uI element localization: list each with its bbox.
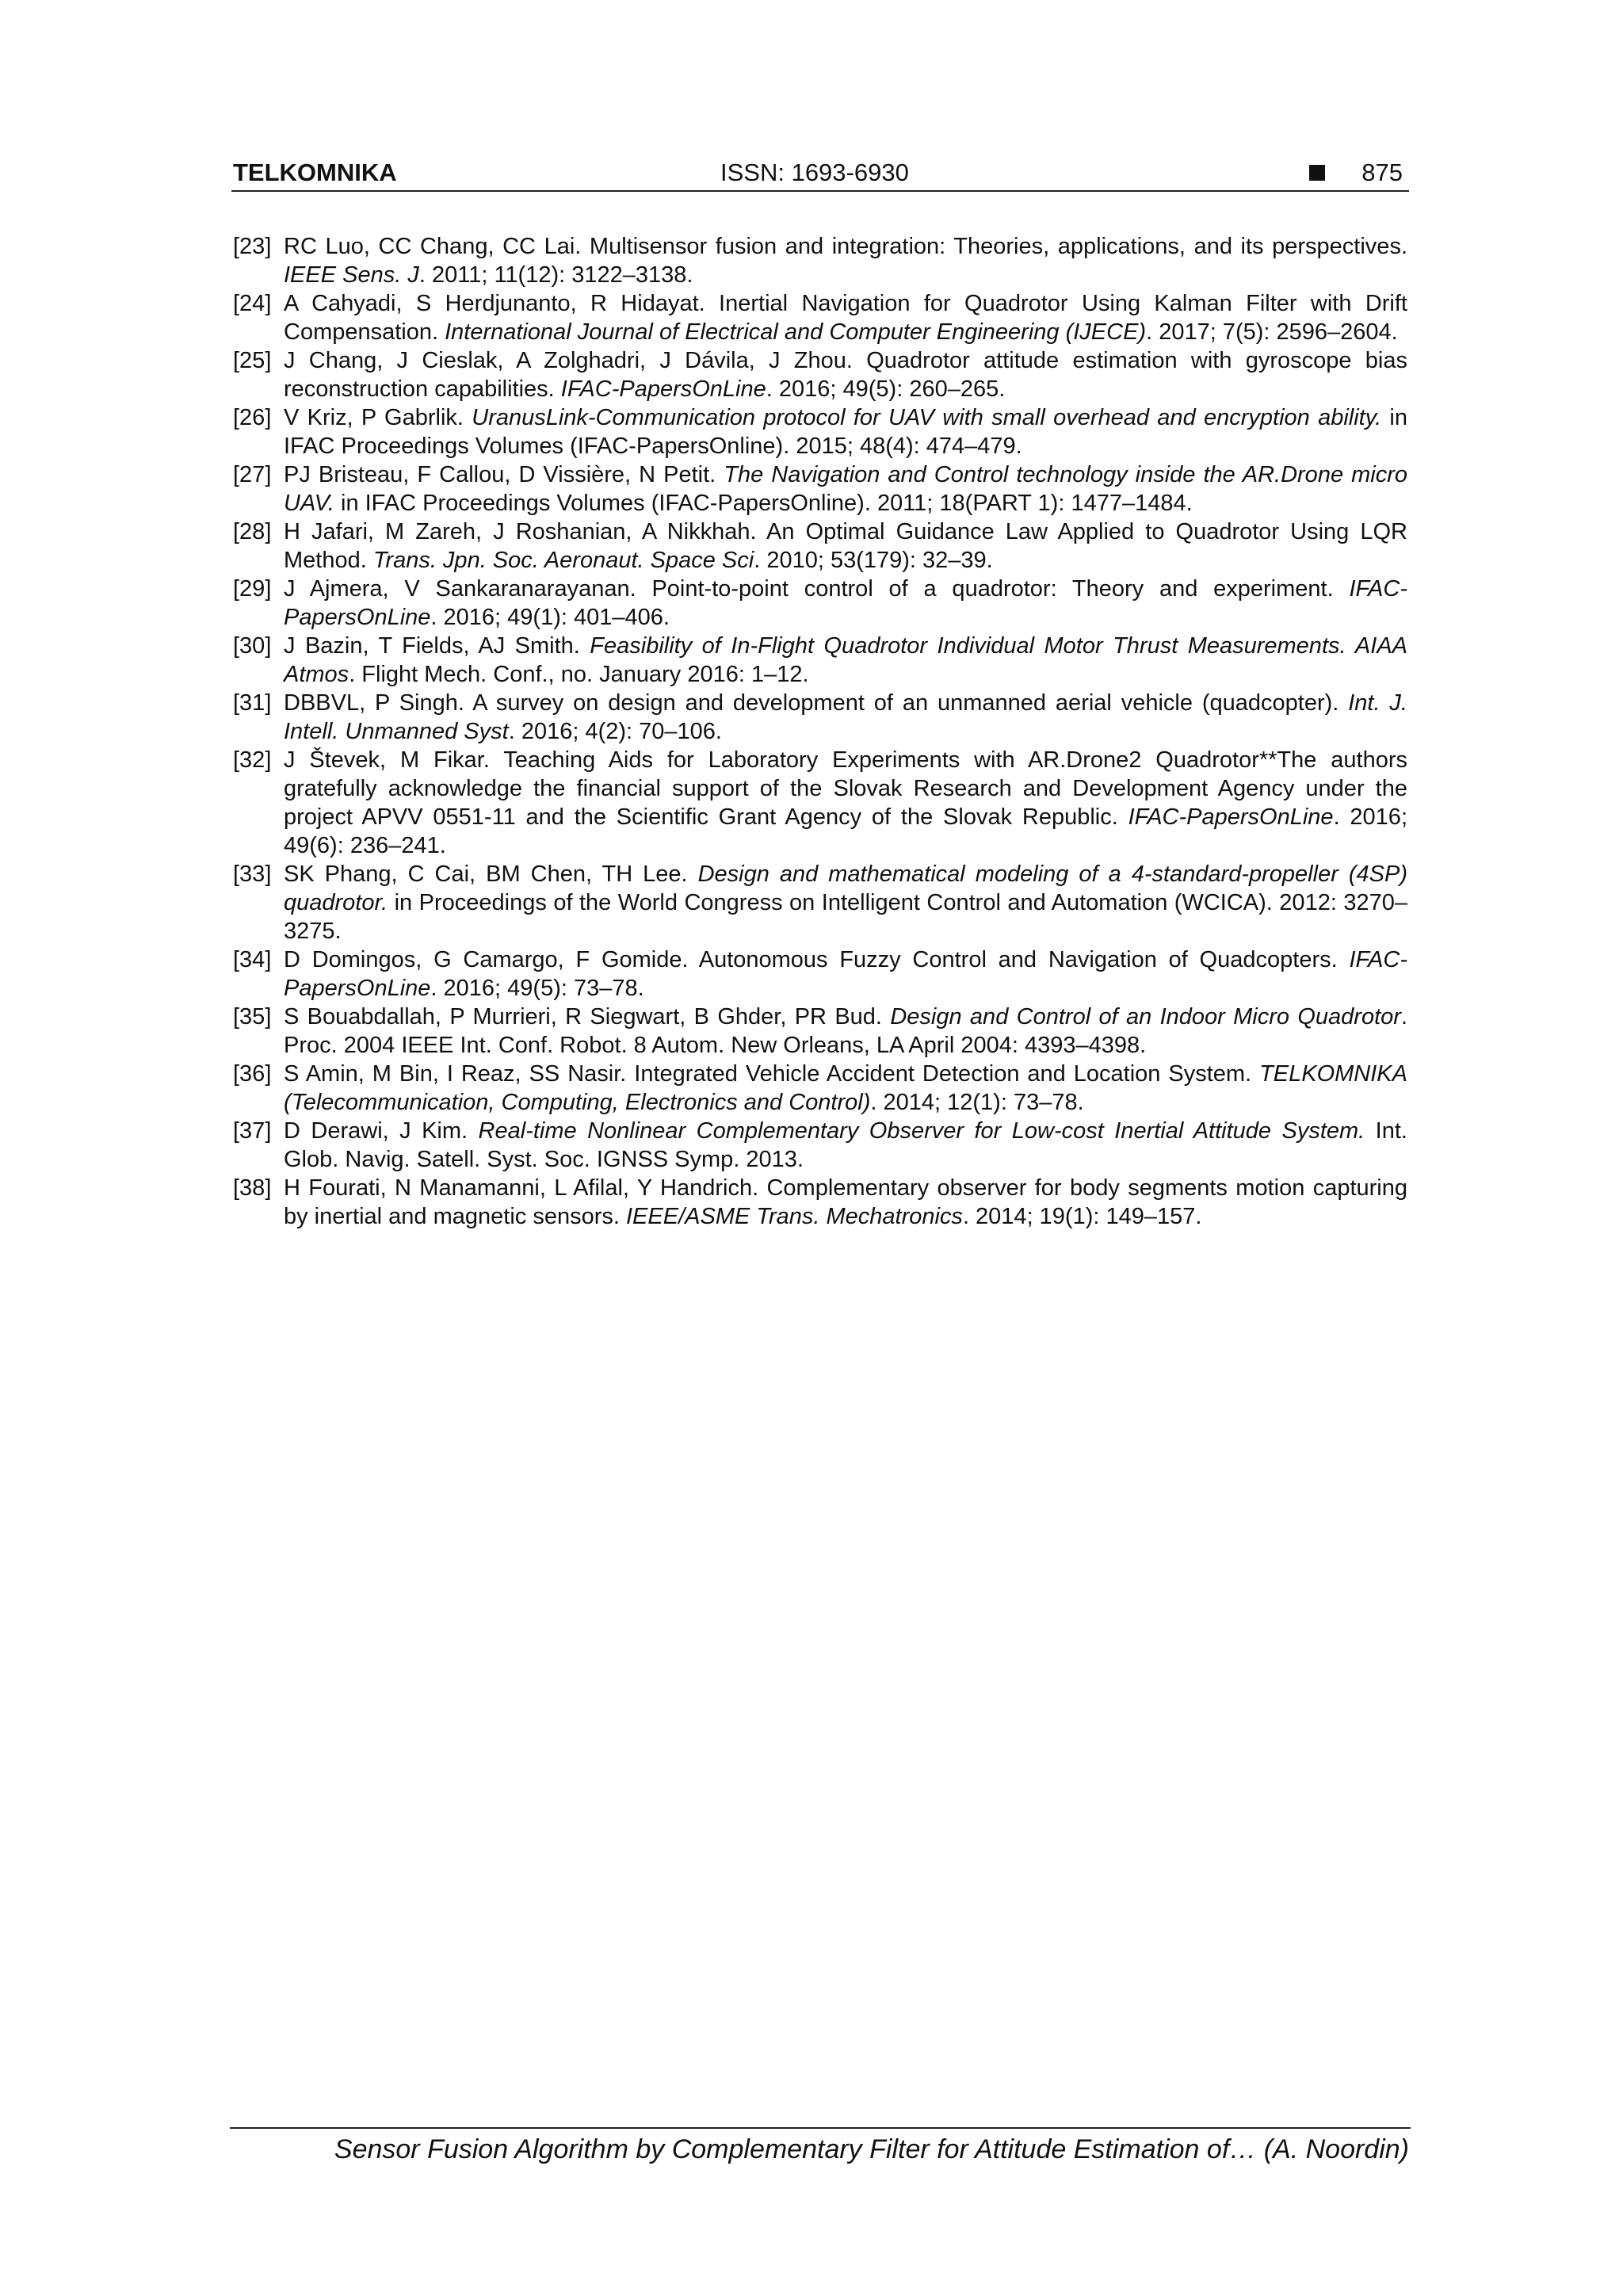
journal-name: TELKOMNIKA (233, 159, 397, 186)
reference-text-segment: . 2016; 49(5): 73–78. (430, 976, 644, 1001)
reference-text-segment: D Derawi, J Kim. (284, 1118, 479, 1144)
reference-source-italic: International Journal of Electrical and Computer Engineering (IJECE) (445, 319, 1147, 345)
reference-text (284, 1003, 1407, 1060)
reference-item (233, 860, 1407, 946)
reference-item (233, 1174, 1407, 1231)
reference-number: [26] (233, 405, 272, 430)
reference-source-italic: Feasibility of In-Flight Quadrotor Individual Motor Thrust Measurements. AIAA Atmos (284, 633, 1408, 687)
running-title: Sensor Fusion Algorithm by Complementary Filter for Attitude Estimation of… (A. Noordin) (334, 2134, 1409, 2164)
reference-number: [31] (233, 690, 272, 716)
reference-text (284, 946, 1407, 1003)
reference-source-italic: TELKOMNIKA (Telecommunication, Computing, Electronics and Control) (284, 1061, 1407, 1115)
reference-number: [35] (233, 1004, 272, 1030)
footer-divider (230, 2127, 1411, 2129)
reference-text-segment: J Števek, M Fikar. Teaching Aids for Laboratory Experiments with AR.Drone2 Quadrotor**The authors gratefully acknowledge the financial support of the Slovak Research and Development Agency under the project APVV 0551-11 and the Scientific Grant Agency of the Slovak Republic. (284, 747, 1407, 830)
reference-text-segment: S Bouabdallah, P Murrieri, R Siegwart, B Ghder, PR Bud. (284, 1004, 891, 1030)
reference-number: [38] (233, 1175, 272, 1201)
reference-list (233, 232, 1407, 1231)
reference-text-segment: . 2014; 12(1): 73–78. (870, 1090, 1084, 1115)
reference-text-segment: J Bazin, T Fields, AJ Smith. (284, 633, 590, 659)
reference-item (233, 632, 1407, 689)
reference-text (284, 460, 1407, 518)
reference-text-segment: RC Luo, CC Chang, CC Lai. Multisensor fusion and integration: Theories, applications, and its perspectives. (284, 234, 1407, 259)
reference-number: [27] (233, 462, 272, 487)
issn-number: ISSN: 1693-6930 (720, 159, 909, 186)
reference-text (284, 746, 1407, 860)
reference-item (233, 518, 1407, 575)
reference-text-segment: J Ajmera, V Sankaranarayanan. Point-to-point control of a quadrotor: Theory and experiment. (284, 576, 1350, 602)
reference-text (284, 518, 1407, 575)
reference-number: [33] (233, 861, 272, 887)
reference-number: [32] (233, 747, 272, 773)
reference-source-italic: IFAC-PapersOnLine (284, 576, 1407, 630)
reference-source-italic: IEEE/ASME Trans. Mechatronics (626, 1204, 963, 1229)
reference-source-italic: Trans. Jpn. Soc. Aeronaut. Space Sci (372, 548, 754, 573)
reference-text-segment: Int. Glob. Navig. Satell. Syst. Soc. IGNSS Symp. 2013. (284, 1118, 1407, 1172)
reference-text-segment: J Chang, J Cieslak, A Zolghadri, J Dávila, J Zhou. Quadrotor attitude estimation with gyroscope bias reconstruction capabilities. (284, 348, 1407, 402)
reference-number: [37] (233, 1118, 272, 1144)
reference-number: [34] (233, 947, 272, 972)
reference-item (233, 575, 1407, 632)
reference-number: [36] (233, 1061, 272, 1087)
reference-source-italic: Real-time Nonlinear Complementary Observer for Low-cost Inertial Attitude System. (478, 1118, 1365, 1144)
reference-text-segment: . Proc. 2004 IEEE Int. Conf. Robot. 8 Autom. New Orleans, LA April 2004: 4393–4398. (284, 1004, 1408, 1058)
reference-number: [29] (233, 576, 272, 602)
reference-text (284, 1117, 1407, 1174)
reference-source-italic: Int. J. Intell. Unmanned Syst (284, 690, 1407, 744)
reference-text-segment: in IFAC Proceedings Volumes (IFAC-PapersOnline). 2015; 48(4): 474–479. (284, 405, 1407, 459)
reference-text (284, 689, 1407, 746)
page-header (231, 155, 1409, 192)
reference-text-segment: . 2016; 49(5): 260–265. (766, 376, 1006, 402)
reference-text-segment: H Fourati, N Manamanni, L Afilal, Y Handrich. Complementary observer for body segments motion capturing by inertial and magnetic sensors. (284, 1175, 1407, 1229)
reference-text-segment: . 2016; 49(1): 401–406. (430, 605, 670, 630)
reference-text-segment: . 2011; 11(12): 3122–3138. (418, 262, 693, 288)
reference-source-italic: IFAC-PapersOnLine (284, 947, 1407, 1001)
reference-text-segment: . 2016; 4(2): 70–106. (508, 719, 722, 744)
reference-text (284, 1060, 1407, 1117)
reference-text-segment: V Kriz, P Gabrlik. (284, 405, 472, 430)
reference-number: [28] (233, 519, 272, 544)
reference-text (284, 403, 1407, 460)
reference-item (233, 746, 1407, 860)
reference-source-italic: IFAC-PapersOnLine (560, 376, 766, 402)
reference-source-italic: IEEE Sens. J (284, 262, 419, 288)
reference-item (233, 1003, 1407, 1060)
reference-text (284, 346, 1407, 403)
reference-text (284, 575, 1407, 632)
reference-number: [25] (233, 348, 272, 373)
reference-item (233, 232, 1407, 289)
reference-number: [23] (233, 234, 272, 259)
reference-text-segment: . 2014; 19(1): 149–157. (962, 1204, 1202, 1229)
reference-text-segment: A Cahyadi, S Herdjunanto, R Hidayat. Inertial Navigation for Quadrotor Using Kalman Filter with Drift Compensation. (284, 291, 1407, 345)
reference-text (284, 232, 1407, 289)
reference-item (233, 289, 1407, 346)
reference-text-segment: DBBVL, P Singh. A survey on design and development of an unmanned aerial vehicle (quadcopter). (284, 690, 1349, 716)
reference-item (233, 346, 1407, 403)
reference-text-segment: . 2016; 49(6): 236–241. (284, 804, 1407, 858)
reference-source-italic: UranusLink-Communication protocol for UAV with small overhead and encryption ability. (472, 405, 1382, 430)
reference-text-segment: . Flight Mech. Conf., no. January 2016: 1–12. (349, 662, 809, 687)
reference-item (233, 460, 1407, 518)
reference-text (284, 632, 1407, 689)
reference-item (233, 689, 1407, 746)
reference-source-italic: The Navigation and Control technology inside the AR.Drone micro UAV. (284, 462, 1407, 516)
reference-text-segment: in IFAC Proceedings Volumes (IFAC-PapersOnline). 2011; 18(PART 1): 1477–1484. (334, 491, 1193, 516)
reference-source-italic: Design and Control of an Indoor Micro Quadrotor (890, 1004, 1401, 1030)
page-number: 875 (1361, 159, 1403, 186)
reference-text-segment: H Jafari, M Zareh, J Roshanian, A Nikkhah. An Optimal Guidance Law Applied to Quadrotor Using LQR Method. (284, 519, 1407, 573)
reference-source-italic: IFAC-PapersOnLine (1128, 804, 1334, 830)
reference-text-segment: . 2017; 7(5): 2596–2604. (1146, 319, 1398, 345)
reference-item (233, 1117, 1407, 1174)
square-bullet-icon (1309, 165, 1325, 181)
reference-text (284, 860, 1407, 946)
reference-source-italic: Design and mathematical modeling of a 4-standard-propeller (4SP) quadrotor. (284, 861, 1407, 915)
reference-number: [30] (233, 633, 272, 659)
reference-text (284, 1174, 1407, 1231)
reference-text-segment: PJ Bristeau, F Callou, D Vissière, N Petit. (284, 462, 724, 487)
reference-item (233, 403, 1407, 460)
reference-number: [24] (233, 291, 272, 316)
reference-text-segment: D Domingos, G Camargo, F Gomide. Autonomous Fuzzy Control and Navigation of Quadcopters. (284, 947, 1350, 972)
reference-text-segment: SK Phang, C Cai, BM Chen, TH Lee. (284, 861, 698, 887)
reference-text-segment: S Amin, M Bin, I Reaz, SS Nasir. Integrated Vehicle Accident Detection and Location System. (284, 1061, 1260, 1087)
reference-text-segment: . 2010; 53(179): 32–39. (754, 548, 993, 573)
reference-item (233, 1060, 1407, 1117)
reference-text (284, 289, 1407, 346)
reference-text-segment: in Proceedings of the World Congress on Intelligent Control and Automation (WCICA). 2012: 3270–3275. (284, 890, 1407, 944)
reference-item (233, 946, 1407, 1003)
